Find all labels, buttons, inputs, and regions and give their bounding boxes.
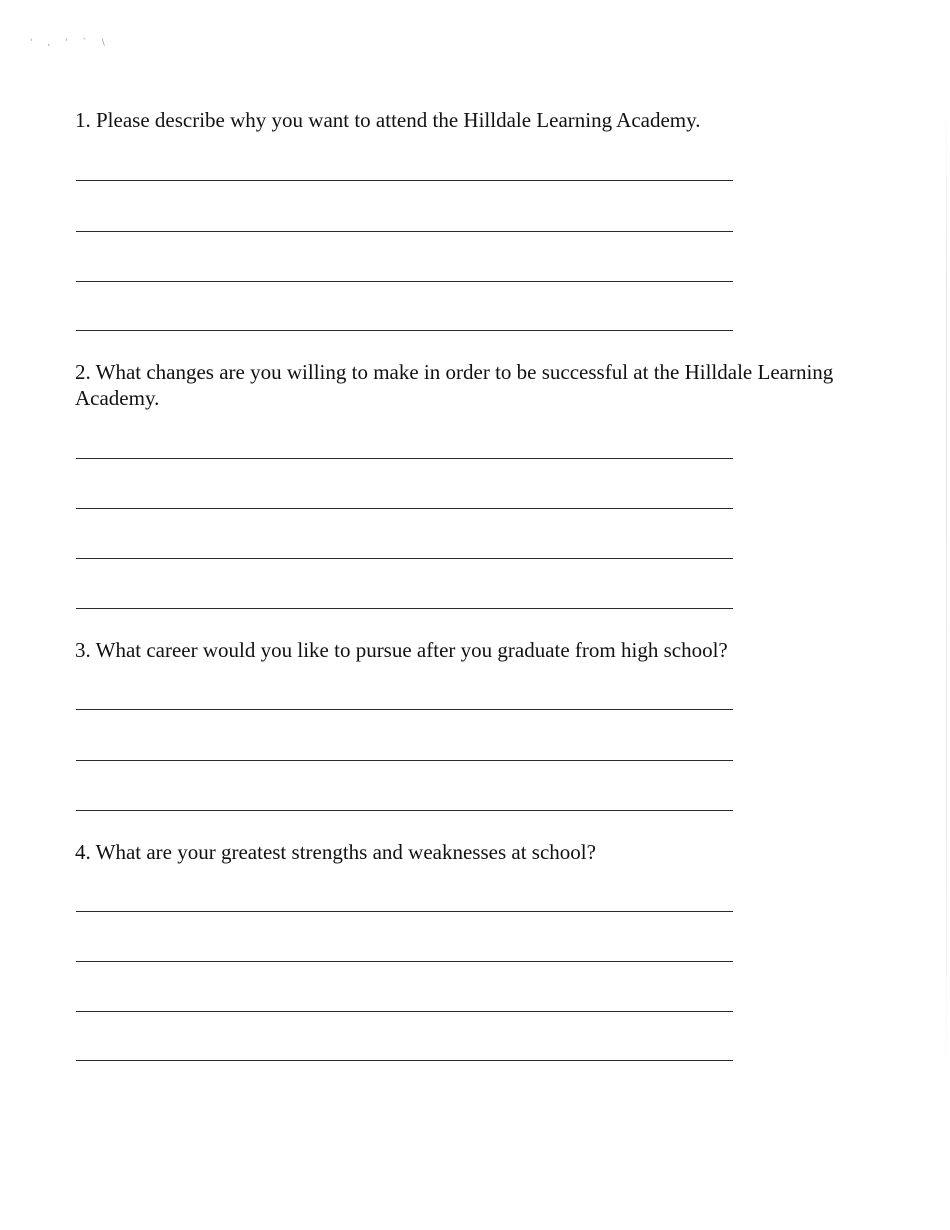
question-1-answer-line[interactable] — [76, 180, 733, 181]
scan-edge-shadow — [946, 100, 947, 1080]
question-2-answer-line[interactable] — [76, 508, 733, 509]
question-1-answer-line[interactable] — [76, 281, 733, 282]
question-1-answer-line[interactable] — [76, 330, 733, 331]
question-2-answer-line[interactable] — [76, 558, 733, 559]
question-3-answer-line[interactable] — [76, 810, 733, 811]
question-2-answer-line[interactable] — [76, 458, 733, 459]
question-4-answer-line[interactable] — [76, 1011, 733, 1012]
question-2-answer-line[interactable] — [76, 608, 733, 609]
scan-marks: ' , ' ` \ — [30, 38, 111, 48]
question-4-answer-line[interactable] — [76, 1060, 733, 1061]
question-1-text: 1. Please describe why you want to attend the Hilldale Learning Academy. — [75, 108, 701, 132]
question-4-answer-line[interactable] — [76, 911, 733, 912]
question-2-text: 2. What changes are you willing to make in order to be successful at the Hilldale Learning Academy. — [75, 360, 834, 410]
question-1-answer-line[interactable] — [76, 231, 733, 232]
question-3-text: 3. What career would you like to pursue after you graduate from high school? — [75, 638, 728, 662]
question-3-answer-line[interactable] — [76, 760, 733, 761]
question-3-answer-line[interactable] — [76, 709, 733, 710]
question-4-text: 4. What are your greatest strengths and weaknesses at school? — [75, 840, 596, 864]
question-4-answer-line[interactable] — [76, 961, 733, 962]
